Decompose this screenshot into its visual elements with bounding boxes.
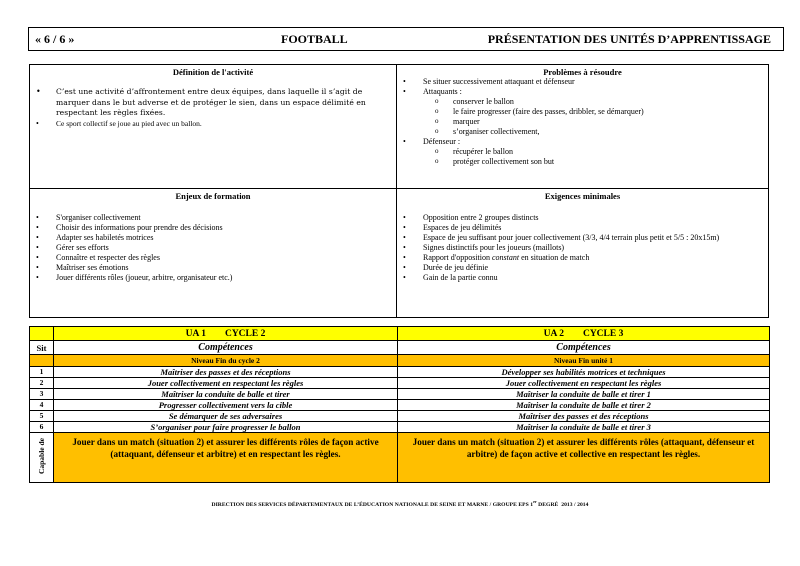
- document-title: FOOTBALL: [281, 32, 348, 46]
- ua1-competence: Jouer collectivement en respectant les règles: [54, 378, 398, 389]
- table-row: [30, 411, 770, 422]
- empty-cell: [30, 355, 54, 367]
- table-row: [30, 378, 770, 389]
- list-item: • Gain de la partie connu: [397, 273, 768, 283]
- ua1-header: UA 1 CYCLE 2: [54, 327, 398, 341]
- text-segment: Rapport d'opposition: [423, 253, 492, 262]
- sit-number: 1: [30, 367, 54, 378]
- list-item: • Gérer ses efforts: [30, 243, 396, 253]
- list-item: • Maîtriser ses émotions: [30, 263, 396, 273]
- requirements-title: Exigences minimales: [544, 191, 621, 201]
- definition-cell: [30, 65, 397, 189]
- competences-row: [30, 341, 770, 355]
- document-subtitle: PRÉSENTATION DES UNITÉS D’APPRENTISSAGE: [487, 32, 771, 46]
- sub-item: o récupérer le ballon: [397, 147, 768, 157]
- sub-item: o protéger collectivement son but: [397, 157, 768, 167]
- page-number: « 6 / 6 »: [35, 32, 75, 46]
- definition-list: [30, 87, 396, 129]
- problems-cell: [397, 65, 768, 189]
- ua2-competence: Développer ses habilités motrices et techniques: [398, 367, 770, 378]
- level-row: [30, 355, 770, 367]
- list-item: • Ce sport collectif se joue au pied avec un ballon.: [30, 119, 396, 129]
- requirements-list: [397, 213, 768, 283]
- ua1-competence: Maîtriser des passes et des réceptions: [54, 367, 398, 378]
- capable-row: [30, 433, 770, 483]
- capable-label: Capable de: [36, 438, 46, 475]
- requirements-cell: [397, 189, 768, 317]
- learning-units-table: [29, 326, 770, 483]
- problems-list: [397, 77, 768, 167]
- sub-item: o s’organiser collectivement,: [397, 127, 768, 137]
- sit-number: 6: [30, 422, 54, 433]
- document-header: [28, 27, 784, 51]
- sub-item: o le faire progresser (faire des passes, dribbler, se démarquer): [397, 107, 768, 117]
- text-segment: en situation de match: [519, 253, 590, 262]
- attackers-label: Attaquants :: [423, 87, 462, 96]
- definition-title: Définition de l'activité: [172, 67, 254, 77]
- ua1-competence: Progresser collectivement vers la cible: [54, 400, 398, 411]
- ua2-capable: Jouer dans un match (situation 2) et assurer les différents rôles (attaquant, défenseur et arbitre) de façon active et collective en respectant les règles.: [398, 433, 770, 483]
- ua2-competence: Maîtriser la conduite de balle et tirer 2: [398, 400, 770, 411]
- table-row: [30, 389, 770, 400]
- sub-item: o conserver le ballon: [397, 97, 768, 107]
- stakes-cell: [30, 189, 397, 317]
- table-row: [30, 367, 770, 378]
- list-item: • Jouer différents rôles (joueur, arbitre, organisateur etc.): [30, 273, 396, 283]
- competences-label: Compétences: [54, 341, 398, 355]
- ua2-competence: Maîtriser des passes et des réceptions: [398, 411, 770, 422]
- footer-text: DIRECTION DES SERVICES DÉPARTEMENTAUX DE L’ÉDUCATION NATIONALE DE SEINE ET MARNE / GROUPE EPS 1: [211, 501, 534, 508]
- sit-number: 3: [30, 389, 54, 400]
- ua1-capable: Jouer dans un match (situation 2) et assurer les différents rôles de façon active (attaquant, défenseur et arbitre) et en respectant les règles.: [54, 433, 398, 483]
- document-footer: [0, 499, 800, 508]
- defender-sublist: [423, 147, 768, 167]
- list-item: [397, 137, 768, 167]
- table-row: [30, 400, 770, 411]
- list-item: [397, 253, 768, 263]
- ua2-competence: Maîtriser la conduite de balle et tirer 1: [398, 389, 770, 400]
- emphasis-text: constant: [492, 253, 520, 262]
- table-row: [30, 422, 770, 433]
- sub-item: o marquer: [397, 117, 768, 127]
- list-item: • Espace de jeu suffisant pour jouer collectivement (3/3, 4/4 terrain plus petit et 5/5 : 20x15m): [397, 233, 768, 243]
- sit-number: 5: [30, 411, 54, 422]
- defender-label: Défenseur :: [423, 137, 461, 146]
- list-item: • Signes distinctifs pour les joueurs (maillots): [397, 243, 768, 253]
- list-item: • Adapter ses habiletés motrices: [30, 233, 396, 243]
- empty-cell: [30, 327, 54, 341]
- list-item: • Choisir des informations pour prendre des décisions: [30, 223, 396, 233]
- list-item: • C’est une activité d’affrontement entre deux équipes, dans laquelle il s’agit de marquer dans le but adverse et de protéger le sien, dans un espace délimité en respectant les règles fixées.: [30, 87, 396, 119]
- ua2-competence: Jouer collectivement en respectant les règles: [398, 378, 770, 389]
- list-item: • Espaces de jeu délimités: [397, 223, 768, 233]
- sit-number: 2: [30, 378, 54, 389]
- ua2-competence: Maîtriser la conduite de balle et tirer 3: [398, 422, 770, 433]
- sit-number: 4: [30, 400, 54, 411]
- list-item: • Se situer successivement attaquant et défenseur: [397, 77, 768, 87]
- list-item: • Opposition entre 2 groupes distincts: [397, 213, 768, 223]
- activity-overview-table: [29, 64, 769, 318]
- sit-label: Sit: [30, 341, 54, 355]
- ua1-competence: Se démarquer de ses adversaires: [54, 411, 398, 422]
- stakes-list: [30, 213, 396, 283]
- problems-title: Problèmes à résoudre: [543, 67, 622, 77]
- list-item: • Connaître et respecter des règles: [30, 253, 396, 263]
- ua2-level: Niveau Fin unité 1: [398, 355, 770, 367]
- competences-label: Compétences: [398, 341, 770, 355]
- list-item: • S'organiser collectivement: [30, 213, 396, 223]
- attackers-sublist: [423, 97, 768, 137]
- ua1-competence: Maîtriser la conduite de balle et tirer: [54, 389, 398, 400]
- list-item: • Durée de jeu définie: [397, 263, 768, 273]
- ua2-header: UA 2 CYCLE 3: [398, 327, 770, 341]
- capable-label-cell: [30, 433, 54, 483]
- ua1-level: Niveau Fin du cycle 2: [54, 355, 398, 367]
- stakes-title: Enjeux de formation: [175, 191, 251, 201]
- list-item: [397, 87, 768, 137]
- ua1-competence: S’organiser pour faire progresser le ballon: [54, 422, 398, 433]
- units-header-row: [30, 327, 770, 341]
- footer-text: DEGRÉ 2013 / 2014: [536, 501, 589, 508]
- footer-superscript: er: [533, 499, 537, 504]
